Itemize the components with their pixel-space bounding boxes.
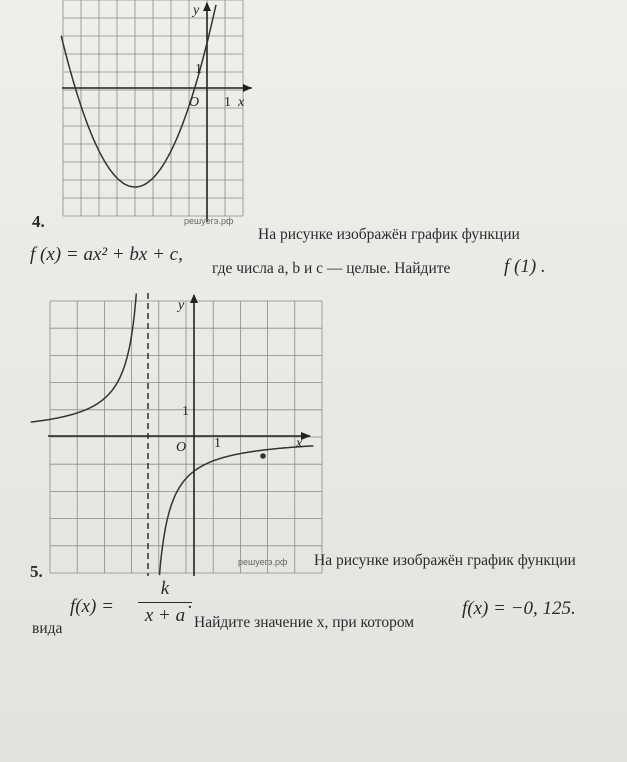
graph4-x-label: x bbox=[238, 95, 245, 110]
problem4-formula: f (x) = ax² + bx + c, bbox=[30, 244, 183, 265]
graph4-tick-x: 1 bbox=[224, 95, 231, 110]
fraction-bar bbox=[138, 602, 192, 603]
problem5-text2: Найдите значение x, при котором bbox=[194, 614, 415, 631]
graph5-x-label: x bbox=[296, 436, 303, 451]
graph5-axes bbox=[48, 293, 311, 576]
problem5-formula-lhs: f(x) = bbox=[70, 596, 114, 617]
problem4-number: 4. bbox=[32, 212, 45, 231]
graph5-y-label: y bbox=[178, 298, 185, 313]
graph5-tick-x: 1 bbox=[214, 436, 221, 451]
graph4-grid bbox=[63, 0, 243, 216]
graph4-watermark: решуегэ.рф bbox=[184, 216, 234, 226]
graph5-grid bbox=[50, 301, 322, 573]
graph5-watermark: решуегэ.рф bbox=[238, 557, 288, 567]
problem5-text: На рисунке изображён график функции bbox=[314, 552, 576, 569]
fraction-denominator: x + a bbox=[144, 605, 186, 626]
problem5-dot: . bbox=[188, 592, 193, 613]
problem4-text: На рисунке изображён график функции bbox=[258, 226, 520, 243]
problem5-fraction bbox=[138, 578, 192, 627]
fraction-numerator: k bbox=[160, 578, 170, 599]
graph4-origin: O bbox=[189, 95, 200, 110]
parabola-graph bbox=[62, 0, 262, 225]
graph5-origin: O bbox=[176, 440, 187, 455]
problem5-vida: вида bbox=[32, 620, 63, 637]
problem5-number: 5. bbox=[30, 562, 43, 581]
graph4-tick-y: 1 bbox=[195, 62, 202, 77]
graph5-tick-y: 1 bbox=[182, 404, 189, 419]
problem5-ask: f(x) = −0, 125. bbox=[462, 598, 576, 619]
hyperbola-right-branch bbox=[160, 446, 314, 575]
problem4-text2: где числа a, b и c — целые. Найдите bbox=[212, 260, 451, 277]
problem4-ask: f (1) . bbox=[504, 256, 546, 277]
hyperbola-point bbox=[260, 453, 266, 459]
hyperbola-graph bbox=[48, 293, 318, 578]
graph4-y-label: y bbox=[193, 3, 200, 18]
graph4-axes bbox=[62, 2, 252, 222]
hyperbola-left-branch bbox=[31, 294, 137, 423]
